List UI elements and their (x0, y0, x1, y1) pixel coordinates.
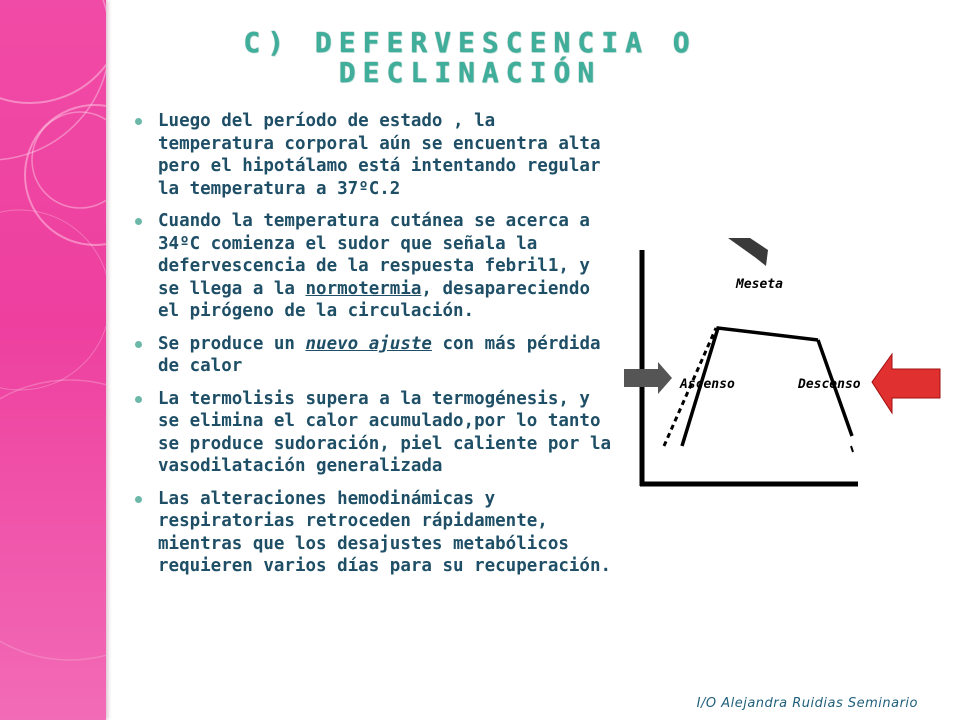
bullet-text: con más pérdida de calor (158, 333, 601, 376)
bullet-dot-icon (135, 396, 142, 403)
footer-author: I/O Alejandra Ruidias Seminario (696, 696, 918, 711)
label-descenso: Descenso (798, 377, 861, 392)
bullet-dot-icon (135, 341, 142, 348)
bullet-item (133, 333, 619, 378)
bullet-text: Las alteraciones hemodinámicas y respiratorias retroceden rápidamente, mientras que los desajustes metabólicos requieren varios días para su recuperación. (158, 488, 612, 576)
label-ascenso: Ascenso (680, 377, 735, 392)
bullet-dot-icon (135, 118, 142, 125)
diagram-pointer-shape (728, 238, 768, 266)
decorative-circles (0, 0, 106, 720)
slide-title: C) DEFERVESCENCIA O DECLINACIÓN (243, 26, 697, 89)
bullet-item (133, 210, 619, 323)
decorative-side-band (0, 0, 106, 720)
bullet-item (133, 388, 619, 478)
bullet-text: Luego del período de estado , la temperatura corporal aún se encuentra alta pero el hipotálamo está intentando regular la temperatura a 37ºC.2 (158, 111, 601, 199)
bullet-text: Se produce un (158, 333, 306, 354)
bullet-dot-icon (135, 218, 142, 225)
grey-arrow-icon (624, 362, 672, 394)
bullet-item (133, 488, 619, 578)
bullet-text: La termolisis supera a la termogénesis, y se elimina el calor acumulado,por lo tanto se produce sudoración, piel caliente por la vasodilatación generalizada (158, 388, 612, 476)
bullet-item (133, 110, 619, 200)
bullet-text: , desapareciendo el pirógeno de la circulación. (158, 278, 590, 321)
label-meseta: Meseta (736, 277, 783, 292)
bullet-dot-icon (135, 496, 142, 503)
bullet-list (133, 110, 619, 588)
underlined-term: normotermia (305, 278, 422, 299)
bullet-text: Cuando la temperatura cutánea se acerca a 34ºC comienza el sudor que señala la defervescencia de la respuesta febril1, y se llega a la (158, 211, 590, 299)
red-arrow-icon (872, 354, 940, 413)
underlined-term: nuevo ajuste (305, 333, 432, 354)
descent-tick (851, 446, 853, 452)
fever-curve-diagram (620, 236, 950, 496)
